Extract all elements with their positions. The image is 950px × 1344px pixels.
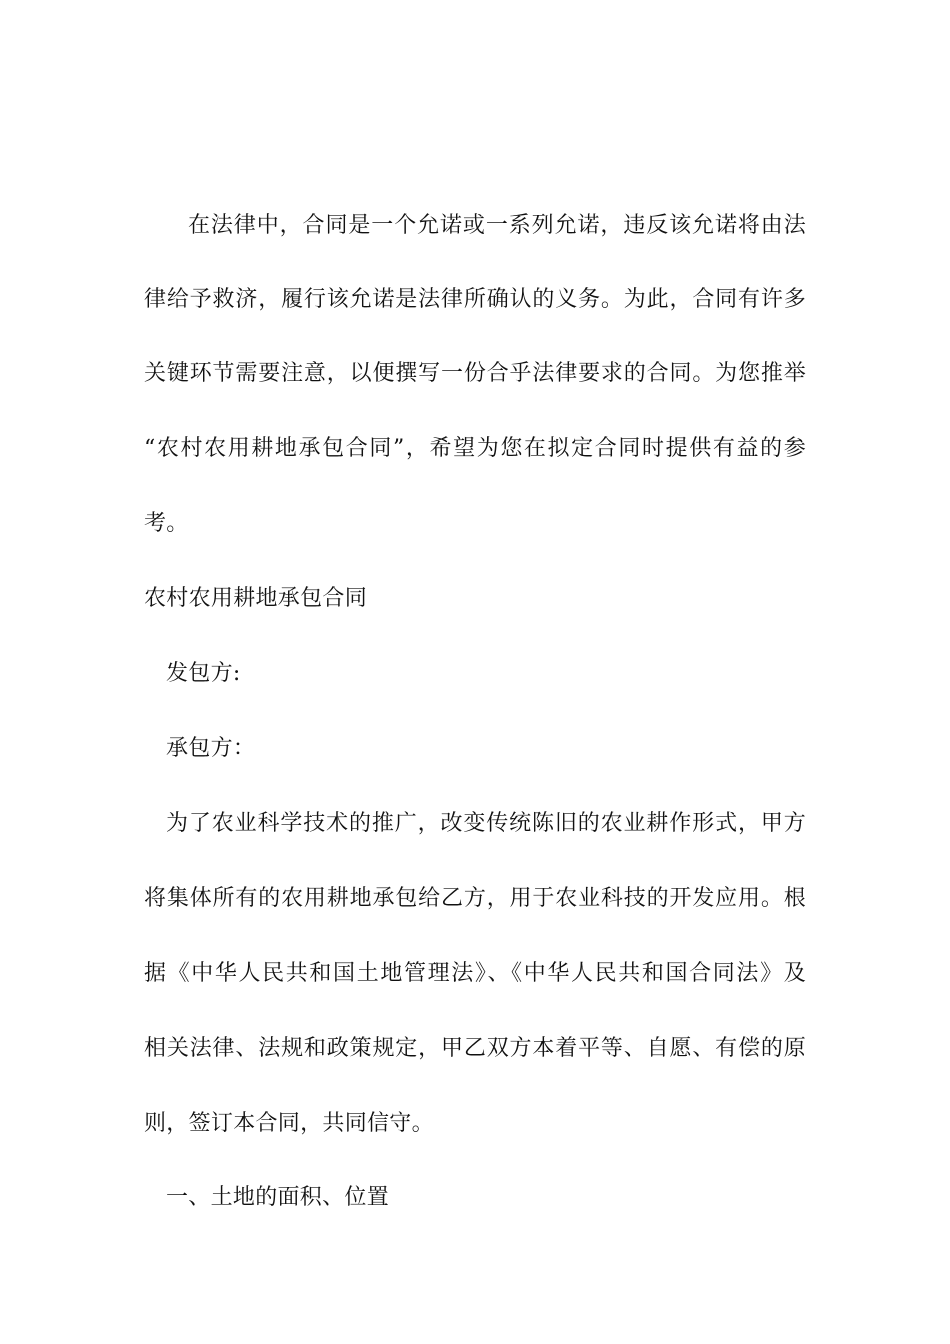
intro-paragraph-line-1: 在法律中，合同是一个允诺或一系列允诺，违反该允诺将由法: [188, 213, 806, 238]
preamble-line-2: 将集体所有的农用耕地承包给乙方，用于农业科技的开发应用。根: [144, 886, 806, 911]
contract-title: 农村农用耕地承包合同: [144, 586, 368, 611]
party-a-label: 发包方:: [166, 661, 241, 686]
intro-paragraph-line-4: “农村农用耕地承包合同”，希望为您在拟定合同时提供有益的参: [144, 436, 806, 461]
intro-paragraph-line-5: 考。: [144, 511, 189, 536]
section-1-heading: 一、土地的面积、位置: [166, 1185, 390, 1210]
preamble-line-4: 相关法律、法规和政策规定，甲乙双方本着平等、自愿、有偿的原: [144, 1036, 806, 1061]
intro-paragraph-line-3: 关键环节需要注意，以便撰写一份合乎法律要求的合同。为您推举: [144, 361, 806, 386]
preamble-line-3: 据《中华人民共和国土地管理法》、《中华人民共和国合同法》及: [144, 961, 806, 986]
preamble-line-1: 为了农业科学技术的推广，改变传统陈旧的农业耕作形式，甲方: [166, 811, 806, 836]
party-b-label: 承包方：: [166, 736, 256, 761]
intro-paragraph-line-2: 律给予救济，履行该允诺是法律所确认的义务。为此，合同有许多: [144, 287, 806, 312]
preamble-line-5: 则，签订本合同，共同信守。: [144, 1111, 434, 1136]
